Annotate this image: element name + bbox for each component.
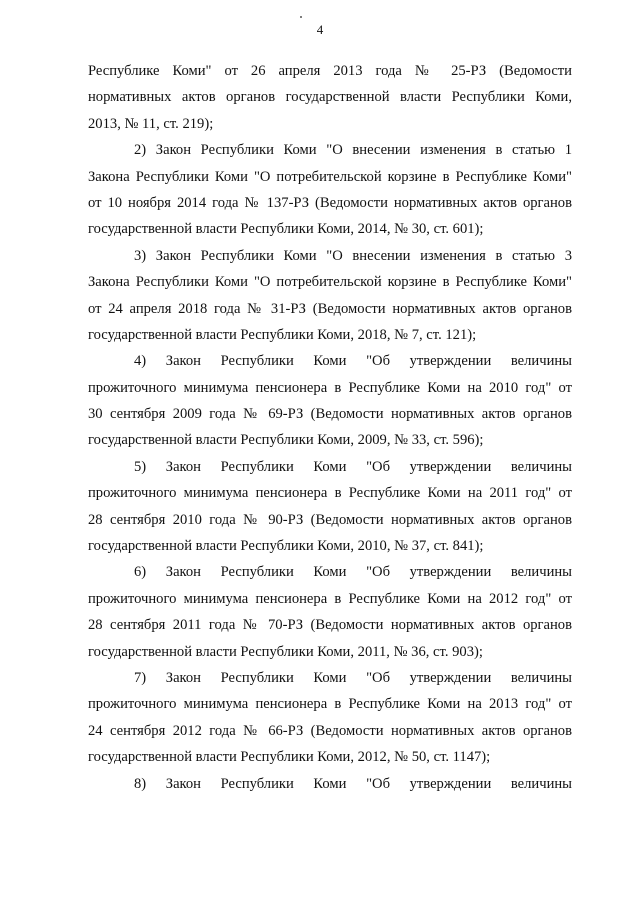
list-item-6-first-line: 6) Закон Республики Коми "Об утверждении величины bbox=[134, 564, 572, 581]
list-item-8-first-line: 8) Закон Республики Коми "Об утверждении величины bbox=[134, 775, 572, 792]
text-line: государственной власти Республики Коми, 2018, № 7, ст. 121); bbox=[88, 326, 477, 343]
text-line: государственной власти Республики Коми, 2014, № 30, ст. 601); bbox=[88, 221, 484, 238]
text-line: прожиточного минимума пенсионера в Республике Коми на 2011 год" от bbox=[88, 485, 572, 502]
text-line: Республике Коми" от 26 апреля 2013 года № 25-РЗ (Ведомости bbox=[88, 63, 572, 79]
list-item-4-first-line: 4) Закон Республики Коми "Об утверждении величины bbox=[134, 353, 572, 370]
text-line: 28 сентября 2011 года № 70-РЗ (Ведомости нормативных актов органов bbox=[88, 617, 572, 634]
text-line: 2013, № 11, ст. 219); bbox=[88, 115, 214, 132]
text-line: от 10 ноября 2014 года № 137-РЗ (Ведомости нормативных актов органов bbox=[88, 194, 572, 211]
text-line: 24 сентября 2012 года № 66-РЗ (Ведомости нормативных актов органов bbox=[88, 722, 572, 739]
text-line: прожиточного минимума пенсионера в Республике Коми на 2010 год" от bbox=[88, 379, 572, 396]
text-line: Закона Республики Коми "О потребительской корзине в Республике Коми" bbox=[88, 168, 572, 185]
text-line: государственной власти Республики Коми, 2012, № 50, ст. 1147); bbox=[88, 749, 491, 766]
text-line: от 24 апреля 2018 года № 31-РЗ (Ведомости нормативных актов органов bbox=[88, 300, 572, 317]
scan-artifact-dot bbox=[300, 16, 302, 18]
text-line: государственной власти Республики Коми, 2010, № 37, ст. 841); bbox=[88, 538, 484, 555]
text-line: прожиточного минимума пенсионера в Республике Коми на 2013 год" от bbox=[88, 696, 572, 713]
text-line: прожиточного минимума пенсионера в Республике Коми на 2012 год" от bbox=[88, 590, 572, 607]
list-item-2-first-line: 2) Закон Республики Коми "О внесении изменения в статью 1 bbox=[134, 142, 572, 159]
text-line: государственной власти Республики Коми, 2009, № 33, ст. 596); bbox=[88, 432, 484, 449]
list-item-5-first-line: 5) Закон Республики Коми "Об утверждении величины bbox=[134, 458, 572, 475]
document-body bbox=[88, 58, 572, 797]
list-item-7-first-line: 7) Закон Республики Коми "Об утверждении величины bbox=[134, 669, 572, 686]
text-line: нормативных актов органов государственной власти Республики Коми, bbox=[88, 89, 572, 106]
text-line: 28 сентября 2010 года № 90-РЗ (Ведомости нормативных актов органов bbox=[88, 511, 572, 528]
text-line: Закона Республики Коми "О потребительской корзине в Республике Коми" bbox=[88, 274, 572, 291]
text-line: государственной власти Республики Коми, 2011, № 36, ст. 903); bbox=[88, 643, 483, 660]
page-number: 4 bbox=[316, 22, 324, 37]
list-item-3-first-line: 3) Закон Республики Коми "О внесении изменения в статью 3 bbox=[134, 247, 572, 264]
text-line: 30 сентября 2009 года № 69-РЗ (Ведомости нормативных актов органов bbox=[88, 406, 572, 423]
